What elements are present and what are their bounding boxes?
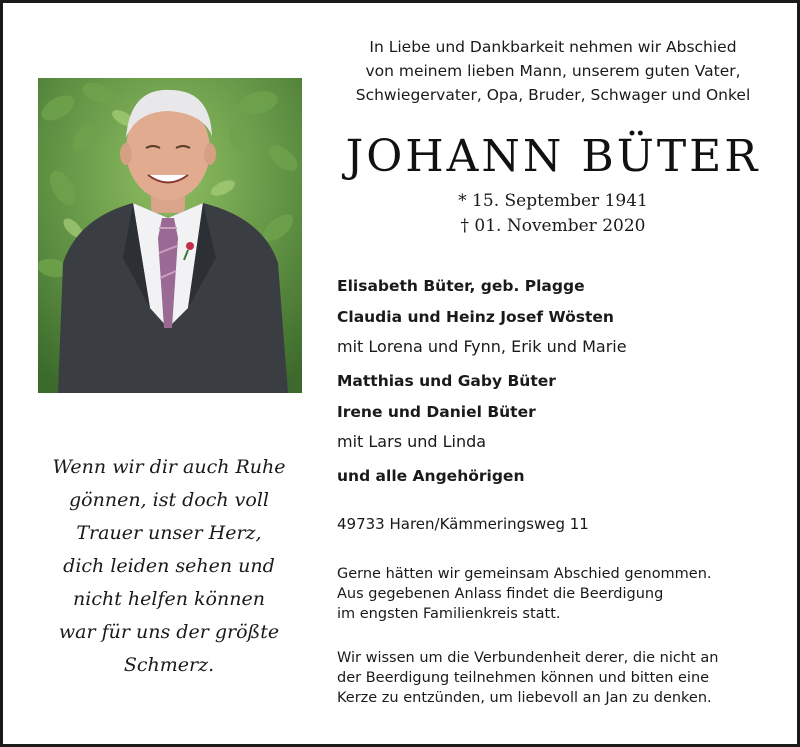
- poem-line: Schmerz.: [123, 654, 215, 676]
- candle-notice: [337, 648, 777, 708]
- portrait-photo: [38, 78, 302, 393]
- family-entry: Matthias und Gaby Büter: [337, 372, 556, 390]
- family-entry: Irene und Daniel Büter: [337, 403, 536, 421]
- life-dates: [333, 189, 773, 239]
- poem-line: nicht helfen können: [73, 588, 265, 610]
- family-entry: Elisabeth Büter, geb. Plagge: [337, 277, 585, 295]
- birth-date: * 15. September 1941: [458, 191, 648, 211]
- memorial-poem: [23, 451, 315, 682]
- deceased-name: JOHANN BÜTER: [345, 131, 761, 182]
- family-entry: Claudia und Heinz Josef Wösten: [337, 308, 614, 326]
- address: 49733 Haren/Kämmeringsweg 11: [337, 515, 589, 533]
- poem-line: dich leiden sehen und: [63, 555, 275, 577]
- family-list: [337, 271, 777, 492]
- poem-line: gönnen, ist doch voll: [69, 489, 269, 511]
- intro-line: Schwiegervater, Opa, Bruder, Schwager und Onkel: [355, 86, 751, 104]
- poem-line: Wenn wir dir auch Ruhe: [52, 456, 286, 478]
- notice-line: der Beerdigung teilnehmen können und bitten eine: [337, 670, 710, 686]
- poem-line: war für uns der größte: [58, 621, 280, 643]
- intro-line: von meinem lieben Mann, unserem guten Vater,: [365, 62, 741, 80]
- death-date: † 01. November 2020: [460, 216, 646, 236]
- poem-line: Trauer unser Herz,: [76, 522, 262, 544]
- notice-line: Aus gegebenen Anlass findet die Beerdigung: [337, 586, 664, 602]
- intro-line: In Liebe und Dankbarkeit nehmen wir Abschied: [369, 38, 737, 56]
- family-subentry: mit Lorena und Fynn, Erik und Marie: [337, 337, 627, 356]
- notice-line: Gerne hätten wir gemeinsam Abschied genommen.: [337, 566, 712, 582]
- intro-text: [333, 35, 773, 107]
- notice-line: im engsten Familienkreis statt.: [337, 606, 561, 622]
- portrait-image: [38, 78, 302, 393]
- family-subentry: mit Lars und Linda: [337, 432, 487, 451]
- funeral-notice: [337, 564, 777, 624]
- notice-line: Kerze zu entzünden, um liebevoll an Jan zu denken.: [337, 690, 712, 706]
- notice-line: Wir wissen um die Verbundenheit derer, die nicht an: [337, 650, 719, 666]
- family-entry: und alle Angehörigen: [337, 467, 525, 485]
